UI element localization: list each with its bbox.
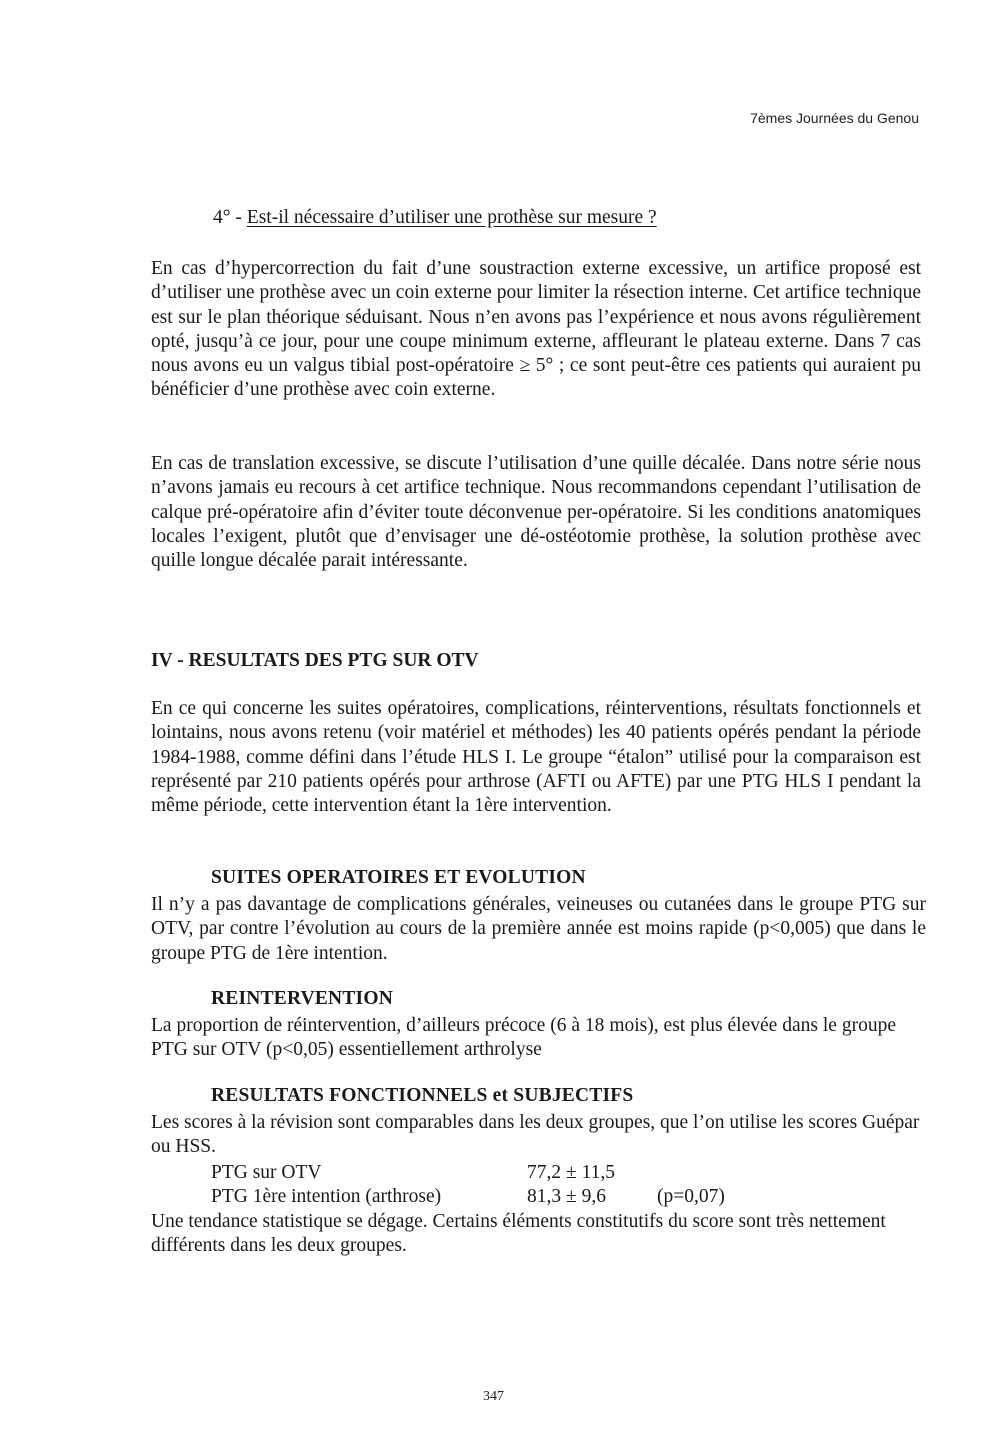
question-number: 4° - xyxy=(213,207,247,228)
paragraph-suites: Il n’y a pas davantage de complications générales, veineuses ou cutanées dans le groupe PTG sur OTV, par contre l’évolution au cours de la première année est moins rapide (p<0,005) que dans le groupe PTG de 1ère intention. xyxy=(151,894,926,964)
paragraph-tendance: Une tendance statistique se dégage. Certains éléments constitutifs du score sont très nettement différents dans les deux groupes. xyxy=(151,1211,886,1257)
heading-reintervention: REINTERVENTION xyxy=(211,988,393,1009)
paragraph-scores-intro: Les scores à la révision sont comparables dans les deux groupes, que l’on utilise les scores Guépar ou HSS. xyxy=(151,1112,920,1158)
score-label: PTG 1ère intention (arthrose) xyxy=(211,1186,442,1207)
score-value: 81,3 ± 9,6 xyxy=(527,1186,606,1207)
paragraph-translation: En cas de translation excessive, se discute l’utilisation d’une quille décalée. Dans notre série nous n’avons jamais eu recours à cet artifice technique. Nous recommandons cependant l’utilisation de calque pré-opératoire afin d’éviter toute déconvenue per-opératoire. Si les conditions anatomiques locales l’exigent, plutôt que d’envisager une dé-ostéotomie prothèse, la solution prothèse avec quille longue décalée parait intéressante. xyxy=(151,453,921,572)
page-number: 347 xyxy=(483,1389,504,1404)
question-title: Est-il nécessaire d’utiliser une prothèse sur mesure ? xyxy=(246,207,657,228)
subsection-question-heading xyxy=(213,205,657,231)
paragraph-reintervention: La proportion de réintervention, d’ailleurs précoce (6 à 18 mois), est plus élevée dans le groupe PTG sur OTV (p<0,05) essentiellement arthrolyse xyxy=(151,1015,896,1061)
score-p-value: (p=0,07) xyxy=(657,1186,725,1207)
score-value: 77,2 ± 11,5 xyxy=(527,1162,615,1183)
paragraph-hypercorrection: En cas d’hypercorrection du fait d’une soustraction externe excessive, un artifice proposé est d’utiliser une prothèse avec un coin externe pour limiter la résection interne. Cet artifice technique est sur le plan théorique séduisant. Nous n’en avons pas l’expérience et nous avons régulièrement opté, jusqu’à ce jour, pour une coupe minimum externe, affleurant le plateau externe. Dans 7 cas nous avons eu un valgus tibial post-opératoire ≥ 5° ; ce sont peut-être ces patients qui auraient pu bénéficier d’une prothèse avec coin externe. xyxy=(151,258,921,401)
section-heading-results: IV - RESULTATS DES PTG SUR OTV xyxy=(151,650,479,671)
paragraph-methodology: En ce qui concerne les suites opératoires, complications, réinterventions, résultats fonctionnels et lointains, nous avons retenu (voir matériel et méthodes) les 40 patients opérés pendant la période 1984-1988, comme défini dans l’étude HLS I. Le groupe “étalon” utilisé pour la comparaison est représenté par 210 patients opérés pour arthrose (AFTI ou AFTE) par une PTG HLS I pendant la même période, cette intervention étant la 1ère intervention. xyxy=(151,698,921,817)
score-label: PTG sur OTV xyxy=(211,1162,322,1183)
heading-resultats-fonctionnels: RESULTATS FONCTIONNELS et SUBJECTIFS xyxy=(211,1085,634,1106)
running-header: 7èmes Journées du Genou xyxy=(750,110,919,126)
heading-suites-operatoires: SUITES OPERATOIRES ET EVOLUTION xyxy=(211,867,586,888)
